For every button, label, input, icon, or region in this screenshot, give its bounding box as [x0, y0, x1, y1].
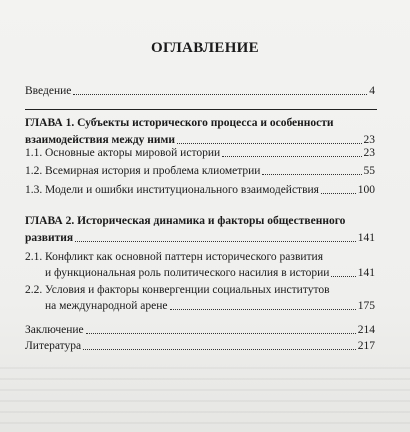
section-number: 1.3. [25, 184, 43, 196]
chapter-title-line1: ГЛАВА 1. Субъекты исторического процесса и особенности [25, 117, 334, 129]
chapter-title-line2: развития [25, 232, 74, 244]
leader-dots [73, 94, 367, 95]
leader-dots [331, 276, 355, 277]
toc-entry-conclusion[interactable] [25, 323, 375, 337]
toc-section-2-1[interactable] [25, 250, 375, 280]
chapter-title-line1: ГЛАВА 2. Историческая динамика и факторы общественного [25, 215, 346, 227]
toc-entry-label: Введение [25, 85, 72, 97]
leader-dots [222, 156, 361, 157]
toc-page-number: 23 [363, 134, 375, 146]
toc-entry-label: Модели и ошибки институционального взаимодействия [45, 184, 319, 196]
toc-entry-label: Всемирная история и проблема клиометрии [45, 165, 261, 177]
divider-line [25, 109, 377, 110]
toc-entry-literature[interactable] [25, 339, 375, 353]
show-through-texture [0, 358, 410, 432]
toc-chapter-1[interactable] [25, 116, 375, 147]
leader-dots [262, 174, 361, 175]
toc-section-1-2[interactable] [25, 164, 375, 178]
leader-dots [83, 349, 356, 350]
toc-page-number: 175 [357, 300, 375, 312]
toc-section-2-2[interactable] [25, 283, 375, 313]
toc-entry-label-line1: Конфликт как основной паттерн исторического развития [45, 251, 324, 263]
toc-page-number: 100 [357, 184, 375, 196]
chapter-title-line2: взаимодействия между ними [25, 134, 175, 146]
leader-dots [321, 193, 356, 194]
toc-heading: ОГЛАВЛЕНИЕ [151, 40, 259, 56]
toc-page-number: 141 [357, 232, 375, 244]
toc-entry-label: Заключение [25, 324, 84, 336]
toc-page-number: 55 [363, 165, 375, 177]
toc-entry-intro[interactable] [25, 84, 375, 98]
section-number: 1.1. [25, 147, 43, 159]
toc-entry-label-line2: на международной арене [45, 300, 168, 312]
leader-dots [86, 333, 356, 334]
toc-entry-label: Основные акторы мировой истории [45, 147, 221, 159]
toc-entry-label-line2: и функциональная роль политического насилия в истории [45, 267, 330, 279]
toc-page-number: 217 [357, 340, 375, 352]
section-number: 1.2. [25, 165, 43, 177]
toc-page-number: 141 [357, 267, 375, 279]
toc-entry-label: Литература [25, 340, 82, 352]
leader-dots [170, 309, 356, 310]
toc-page-number: 214 [357, 324, 375, 336]
leader-dots [75, 241, 356, 242]
toc-section-1-1[interactable] [25, 146, 375, 160]
toc-page-number: 4 [369, 85, 375, 97]
toc-section-1-3[interactable] [25, 183, 375, 197]
toc-entry-label-line1: Условия и факторы конвергенции социальных институтов [45, 284, 330, 296]
leader-dots [177, 143, 362, 144]
toc-chapter-2[interactable] [25, 214, 375, 245]
section-number: 2.1. [25, 251, 43, 263]
toc-page-number: 23 [363, 147, 375, 159]
section-number: 2.2. [25, 284, 43, 296]
